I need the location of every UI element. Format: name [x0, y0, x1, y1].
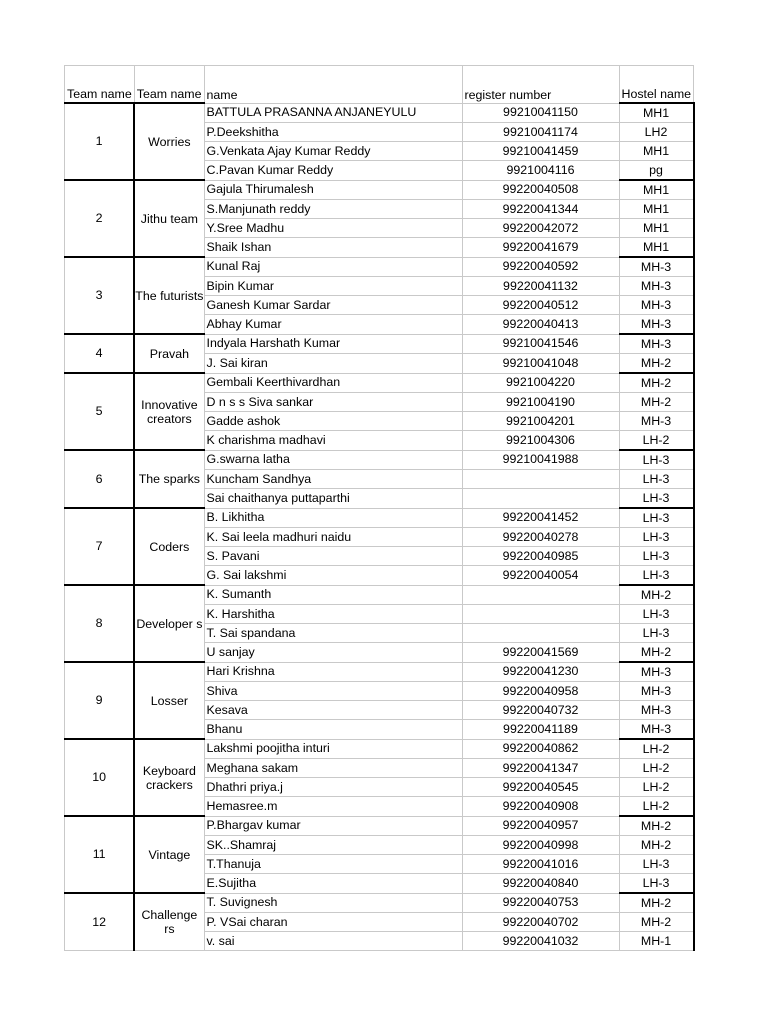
team-name-cell: Pravah — [134, 334, 204, 373]
member-name-cell: T. Sai spandana — [204, 624, 462, 643]
member-name-cell: BATTULA PRASANNA ANJANEYULU — [204, 103, 462, 123]
register-number-cell: 99220040508 — [462, 180, 619, 200]
header-team-name: Team name — [134, 66, 204, 104]
register-number-cell: 99210041459 — [462, 142, 619, 161]
header-team: Team name — [65, 66, 135, 104]
register-number-cell: 9921004201 — [462, 412, 619, 431]
register-number-cell: 99220041016 — [462, 855, 619, 874]
member-name-cell: P.Deekshitha — [204, 123, 462, 142]
team-number-cell: 5 — [65, 373, 135, 450]
team-name-cell: Jithu team — [134, 180, 204, 257]
table-row — [65, 373, 694, 393]
hostel-cell: LH-2 — [619, 797, 694, 817]
register-number-cell: 99220040985 — [462, 547, 619, 566]
register-number-cell: 99220041230 — [462, 662, 619, 682]
member-name-cell: E.Sujitha — [204, 874, 462, 894]
register-number-cell: 9921004306 — [462, 431, 619, 451]
team-number-cell: 12 — [65, 893, 135, 951]
member-name-cell: SK..Shamraj — [204, 836, 462, 855]
register-number-cell: 9921004220 — [462, 373, 619, 393]
team-name-cell: Vintage — [134, 816, 204, 893]
member-name-cell: Abhay Kumar — [204, 315, 462, 335]
member-name-cell: G.Venkata Ajay Kumar Reddy — [204, 142, 462, 161]
hostel-cell: LH-3 — [619, 528, 694, 547]
member-name-cell: G. Sai lakshmi — [204, 566, 462, 586]
member-name-cell: Meghana sakam — [204, 759, 462, 778]
register-number-cell: 99220041679 — [462, 238, 619, 258]
member-name-cell: Dhathri priya.j — [204, 778, 462, 797]
table-row — [65, 257, 694, 277]
register-number-cell: 99220040958 — [462, 682, 619, 701]
team-name-cell: The sparks — [134, 450, 204, 508]
register-number-cell: 99220040753 — [462, 893, 619, 913]
register-number-cell: 99220040512 — [462, 296, 619, 315]
hostel-cell: MH-2 — [619, 816, 694, 836]
register-number-cell: 99220040413 — [462, 315, 619, 335]
team-number-cell: 3 — [65, 257, 135, 334]
hostel-cell: MH-2 — [619, 836, 694, 855]
team-number-cell: 9 — [65, 662, 135, 739]
member-name-cell: T.Thanuja — [204, 855, 462, 874]
register-number-cell: 9921004190 — [462, 393, 619, 412]
member-name-cell: Hemasree.m — [204, 797, 462, 817]
member-name-cell: Gembali Keerthivardhan — [204, 373, 462, 393]
table-row — [65, 585, 694, 605]
hostel-cell: MH1 — [619, 103, 694, 123]
hostel-cell: MH-3 — [619, 257, 694, 277]
hostel-cell: LH-3 — [619, 605, 694, 624]
hostel-cell: MH-3 — [619, 720, 694, 740]
register-number-cell: 99220042072 — [462, 219, 619, 238]
table-row — [65, 662, 694, 682]
team-number-cell: 7 — [65, 508, 135, 585]
member-name-cell: P.Bhargav kumar — [204, 816, 462, 836]
table-row — [65, 816, 694, 836]
team-number-cell: 10 — [65, 739, 135, 816]
hostel-cell: MH1 — [619, 200, 694, 219]
team-name-cell: Developer s — [134, 585, 204, 662]
member-name-cell: D n s s Siva sankar — [204, 393, 462, 412]
register-number-cell — [462, 489, 619, 509]
hostel-cell: LH-3 — [619, 470, 694, 489]
team-number-cell: 4 — [65, 334, 135, 373]
hostel-cell: LH-2 — [619, 431, 694, 451]
register-number-cell — [462, 470, 619, 489]
member-name-cell: Kunal Raj — [204, 257, 462, 277]
team-number-cell: 8 — [65, 585, 135, 662]
member-name-cell: K. Sai leela madhuri naidu — [204, 528, 462, 547]
team-number-cell: 11 — [65, 816, 135, 893]
member-name-cell: Indyala Harshath Kumar — [204, 334, 462, 354]
team-name-cell: The futurists — [134, 257, 204, 334]
register-number-cell: 99220040862 — [462, 739, 619, 759]
register-number-cell: 99220041452 — [462, 508, 619, 528]
hostel-cell: MH-2 — [619, 393, 694, 412]
register-number-cell: 99220041569 — [462, 643, 619, 663]
table-row — [65, 508, 694, 528]
hostel-cell: MH-3 — [619, 412, 694, 431]
member-name-cell: T. Suvignesh — [204, 893, 462, 913]
team-name-cell: Coders — [134, 508, 204, 585]
member-name-cell: Bipin Kumar — [204, 277, 462, 296]
hostel-cell: MH-3 — [619, 277, 694, 296]
register-number-cell: 9921004116 — [462, 161, 619, 181]
member-name-cell: Y.Sree Madhu — [204, 219, 462, 238]
member-name-cell: v. sai — [204, 932, 462, 951]
hostel-cell: MH1 — [619, 180, 694, 200]
hostel-cell: MH-2 — [619, 373, 694, 393]
member-name-cell: Hari Krishna — [204, 662, 462, 682]
member-name-cell: Gadde ashok — [204, 412, 462, 431]
table-row — [65, 103, 694, 123]
team-number-cell: 1 — [65, 103, 135, 180]
member-name-cell: Ganesh Kumar Sardar — [204, 296, 462, 315]
register-number-cell: 99220040732 — [462, 701, 619, 720]
register-number-cell: 99220041132 — [462, 277, 619, 296]
register-number-cell: 99210041048 — [462, 354, 619, 374]
hostel-cell: MH-3 — [619, 662, 694, 682]
hostel-cell: LH-3 — [619, 489, 694, 509]
member-name-cell: Sai chaithanya puttaparthi — [204, 489, 462, 509]
member-name-cell: Shaik Ishan — [204, 238, 462, 258]
hostel-cell: LH-3 — [619, 566, 694, 586]
hostel-cell: MH-2 — [619, 585, 694, 605]
table-row — [65, 180, 694, 200]
register-number-cell: 99220040592 — [462, 257, 619, 277]
register-number-cell: 99220041189 — [462, 720, 619, 740]
table-row — [65, 893, 694, 913]
register-number-cell: 99210041174 — [462, 123, 619, 142]
hostel-cell: MH-3 — [619, 315, 694, 335]
register-number-cell: 99220040278 — [462, 528, 619, 547]
member-name-cell: Kesava — [204, 701, 462, 720]
hostel-cell: LH-2 — [619, 759, 694, 778]
hostel-cell: LH2 — [619, 123, 694, 142]
team-number-cell: 6 — [65, 450, 135, 508]
team-name-cell: Innovative creators — [134, 373, 204, 450]
register-number-cell: 99220040998 — [462, 836, 619, 855]
team-number-cell: 2 — [65, 180, 135, 257]
hostel-cell: MH1 — [619, 219, 694, 238]
hostel-cell: LH-3 — [619, 547, 694, 566]
header-hostel-name: Hostel name — [619, 66, 694, 104]
register-number-cell: 99220040702 — [462, 913, 619, 932]
register-number-cell: 99220040054 — [462, 566, 619, 586]
hostel-cell: MH1 — [619, 238, 694, 258]
hostel-cell: MH-2 — [619, 643, 694, 663]
register-number-cell: 99210041150 — [462, 103, 619, 123]
hostel-cell: MH-2 — [619, 354, 694, 374]
hostel-cell: MH-2 — [619, 893, 694, 913]
hostel-cell: LH-2 — [619, 778, 694, 797]
hostel-cell: pg — [619, 161, 694, 181]
hostel-cell: MH-1 — [619, 932, 694, 951]
member-name-cell: U sanjay — [204, 643, 462, 663]
table-row — [65, 739, 694, 759]
team-name-cell: Keyboard crackers — [134, 739, 204, 816]
member-name-cell: S. Pavani — [204, 547, 462, 566]
member-name-cell: K. Sumanth — [204, 585, 462, 605]
hostel-cell: LH-2 — [619, 739, 694, 759]
register-number-cell: 99220040545 — [462, 778, 619, 797]
hostel-cell: MH-3 — [619, 701, 694, 720]
member-name-cell: Kuncham Sandhya — [204, 470, 462, 489]
member-name-cell: Shiva — [204, 682, 462, 701]
hostel-cell: LH-3 — [619, 450, 694, 470]
member-name-cell: Bhanu — [204, 720, 462, 740]
register-number-cell — [462, 624, 619, 643]
register-number-cell: 99220040957 — [462, 816, 619, 836]
hostel-cell: MH1 — [619, 142, 694, 161]
hostel-cell: LH-3 — [619, 874, 694, 894]
member-name-cell: J. Sai kiran — [204, 354, 462, 374]
member-name-cell: B. Likhitha — [204, 508, 462, 528]
team-name-cell: Challenge rs — [134, 893, 204, 951]
register-number-cell: 99220041344 — [462, 200, 619, 219]
register-number-cell — [462, 585, 619, 605]
hostel-cell: MH-2 — [619, 913, 694, 932]
member-name-cell: C.Pavan Kumar Reddy — [204, 161, 462, 181]
register-number-cell: 99210041546 — [462, 334, 619, 354]
team-name-cell: Losser — [134, 662, 204, 739]
table-row — [65, 450, 694, 470]
register-number-cell: 99220040908 — [462, 797, 619, 817]
hostel-cell: LH-3 — [619, 508, 694, 528]
hostel-cell: LH-3 — [619, 855, 694, 874]
register-number-cell: 99220041347 — [462, 759, 619, 778]
hostel-cell: MH-3 — [619, 682, 694, 701]
member-name-cell: G.swarna latha — [204, 450, 462, 470]
hostel-cell: MH-3 — [619, 296, 694, 315]
member-name-cell: S.Manjunath reddy — [204, 200, 462, 219]
register-number-cell: 99220040840 — [462, 874, 619, 894]
hostel-cell: LH-3 — [619, 624, 694, 643]
member-name-cell: P. VSai charan — [204, 913, 462, 932]
header-register-number: register number — [462, 66, 619, 104]
table-row — [65, 334, 694, 354]
member-name-cell: Lakshmi poojitha inturi — [204, 739, 462, 759]
member-name-cell: K charishma madhavi — [204, 431, 462, 451]
member-name-cell: Gajula Thirumalesh — [204, 180, 462, 200]
team-roster-table — [64, 65, 695, 951]
header-name: name — [204, 66, 462, 104]
register-number-cell: 99220041032 — [462, 932, 619, 951]
header-row — [65, 66, 694, 104]
hostel-cell: MH-3 — [619, 334, 694, 354]
table-body — [65, 66, 694, 951]
member-name-cell: K. Harshitha — [204, 605, 462, 624]
register-number-cell: 99210041988 — [462, 450, 619, 470]
team-name-cell: Worries — [134, 103, 204, 180]
register-number-cell — [462, 605, 619, 624]
